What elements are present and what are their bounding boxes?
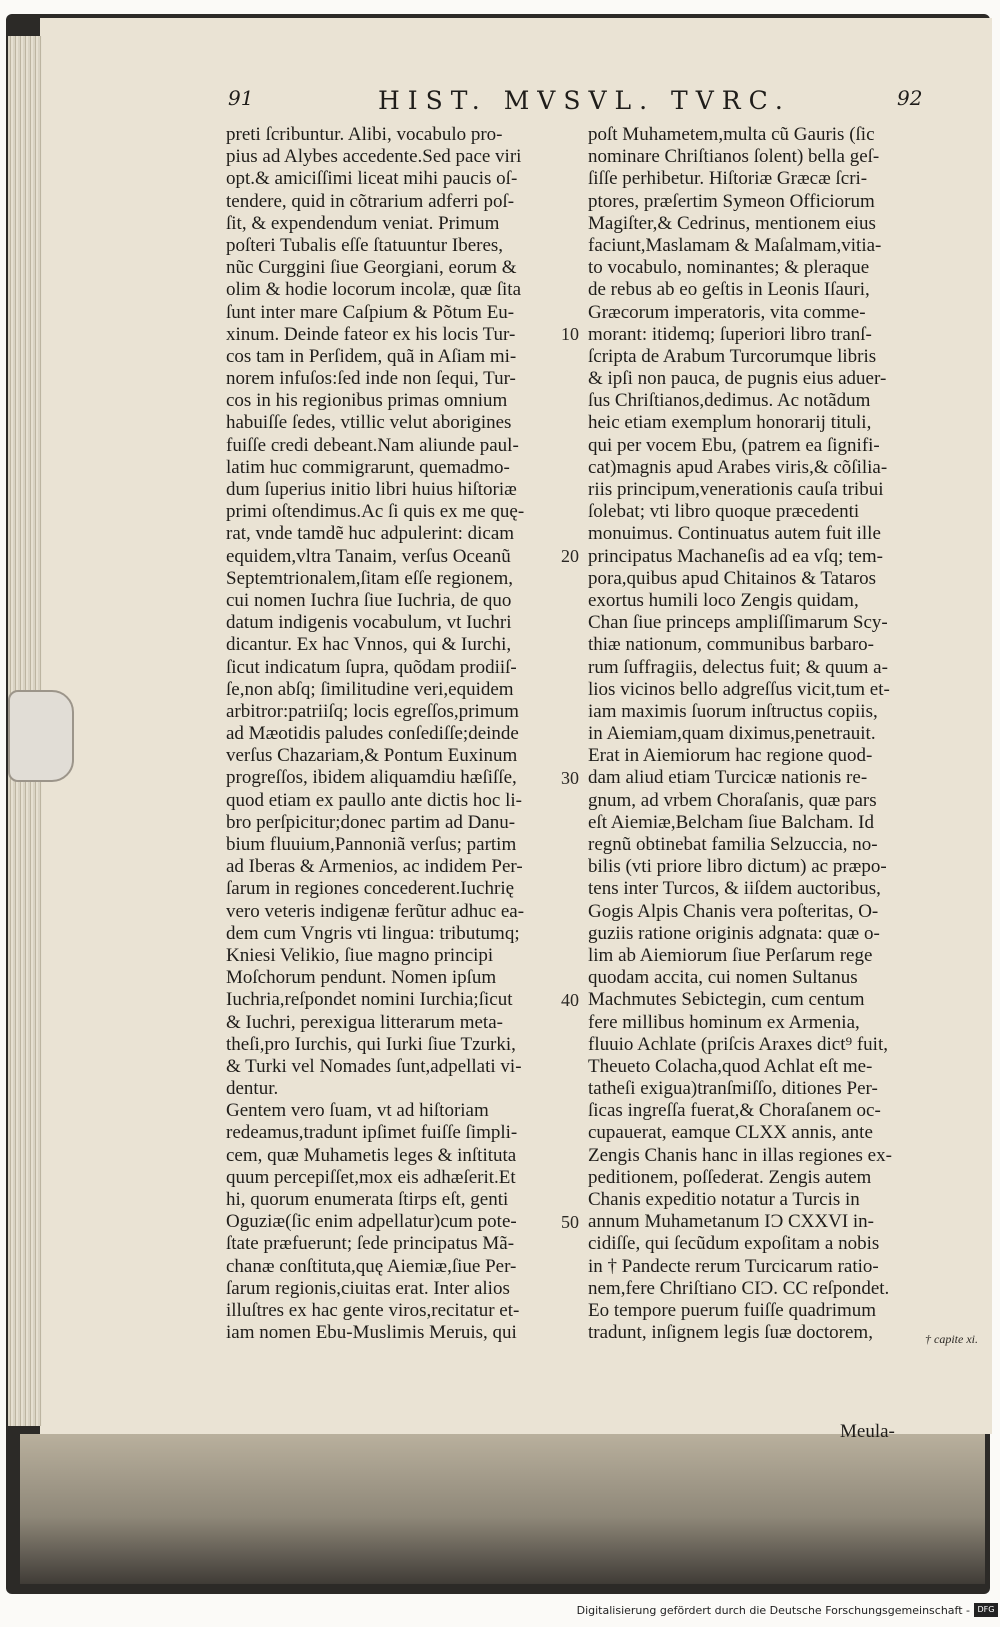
text-line: ſunt inter mare Caſpium & Põtum Eu- bbox=[226, 301, 515, 323]
text-line: de rebus ab eo geſtis in Leonis Iſauri, bbox=[588, 279, 870, 301]
text-line: Theueto Colacha,quod Achlat eſt me- bbox=[588, 1055, 873, 1077]
text-line: dicantur. Ex hac Vnnos, qui & Iurchi, bbox=[226, 634, 512, 656]
text-line: ſicas ingreſſa fuerat,& Choraſanem oc- bbox=[588, 1100, 881, 1122]
text-line: peditionem, poſſederat. Zengis autem bbox=[588, 1166, 872, 1188]
text-line: fere millibus hominum ex Armenia, bbox=[588, 1011, 860, 1033]
text-line: tens inter Turcos, & iiſdem auctoribus, bbox=[588, 878, 881, 900]
text-line: & Turki vel Nomades ſunt,adpellati vi- bbox=[226, 1055, 522, 1077]
text-line: Gentem vero ſuam, vt ad hiſtoriam bbox=[226, 1100, 489, 1122]
text-line: principatus Machaneſis ad ea vſq; tem- bbox=[588, 545, 883, 567]
text-line: tendere, quid in cõtrarium adferri poſ- bbox=[226, 190, 515, 212]
text-line: lim ab Aiemiorum ſiue Perſarum rege bbox=[588, 944, 873, 966]
text-line: rum ſuffragiis, delectus fuit; & quum a- bbox=[588, 656, 888, 678]
text-line: Machmutes Sebictegin, cum centum bbox=[588, 989, 865, 1011]
text-line: to vocabulo, nominantes; & pleraque bbox=[588, 257, 870, 279]
line-number: 10 bbox=[561, 323, 579, 344]
text-line: gnum, ad vrbem Choraſanis, quæ pars bbox=[588, 789, 877, 811]
text-line: Erat in Aiemiorum hac regione quod- bbox=[588, 745, 873, 767]
text-line: cos tam in Perſidem, quã in Aſiam mi- bbox=[226, 345, 517, 367]
text-line: dum ſuperius initio libri huius hiſtoriæ bbox=[226, 479, 517, 500]
text-line: primi oſtendimus.Ac ſi quis ex me quę- bbox=[226, 501, 525, 523]
text-line: ſarum in regiones concederent.Iuchrię bbox=[226, 878, 515, 900]
text-line: progreſſos, ibidem aliquamdiu hæſiſſe, bbox=[226, 767, 517, 789]
text-line: bium fluuium,Pannoniã verſus; partim bbox=[226, 834, 517, 855]
text-line: verſus Chazariam,& Pontum Euxinum bbox=[226, 745, 518, 767]
text-line: thiæ nationum, communibus barbaro- bbox=[588, 634, 875, 656]
paper-clip bbox=[8, 690, 74, 782]
text-line: cupauerat, eamque CLXX annis, ante bbox=[588, 1122, 873, 1144]
text-line: iam nomen Ebu-Muslimis Meruis, qui bbox=[226, 1322, 517, 1344]
text-line: bro perſpicitur;donec partim ad Danu- bbox=[226, 811, 516, 833]
text-line: guziis ratione originis adgnata: quæ o- bbox=[588, 922, 880, 944]
text-line: Oguziæ(ſic enim adpellatur)cum pote- bbox=[226, 1211, 517, 1233]
text-line: & ipſi non pauca, de pugnis eius aduer- bbox=[588, 368, 887, 390]
text-line: cem, quæ Muhametis leges & inſtituta bbox=[226, 1144, 517, 1166]
catchword: Meula- bbox=[840, 1421, 895, 1442]
text-line: nem,fere Chriſtiano CIƆ. CC reſpondet. bbox=[588, 1277, 890, 1299]
text-line: hi, quorum enumerata ſtirps eſt, genti bbox=[226, 1189, 509, 1210]
digitization-credit-bar bbox=[0, 1600, 1000, 1627]
text-line: in † Pandecte rerum Turcicarum ratio- bbox=[588, 1255, 879, 1277]
text-line: ſus Chriſtianos,dedimus. Ac notãdum bbox=[588, 390, 871, 412]
text-line: ad Mæotidis paludes conſediſſe;deinde bbox=[226, 723, 519, 745]
text-line: ſit, & expendendum veniat. Primum bbox=[226, 212, 500, 234]
text-line: lios vicinos bello adgreſſus vicit,tum et- bbox=[588, 678, 890, 700]
text-line: xinum. Deinde fateor ex his locis Tur- bbox=[226, 323, 516, 345]
text-line: riis principum,venerationis cauſa tribui bbox=[588, 479, 884, 500]
text-line: datum indigenis vocabulum, vt Iuchri bbox=[226, 612, 512, 634]
line-number: 20 bbox=[561, 545, 579, 566]
text-line: cat)magnis apud Arabes viris,& cõſilia- bbox=[588, 456, 888, 478]
text-line: ad Iberas & Armenios, ac indidem Per- bbox=[226, 856, 523, 878]
text-line: norem infuſos:ſed inde non ſequi, Tur- bbox=[226, 368, 516, 390]
text-line: equidem,vltra Tanaim, verſus Oceanũ bbox=[226, 545, 511, 567]
text-line: in Aiemiam,quam diximus,penetrauit. bbox=[588, 723, 876, 745]
line-number: 50 bbox=[561, 1211, 579, 1232]
text-line: bilis (vti priore libro dictum) ac præpo- bbox=[588, 856, 887, 878]
text-line: eſt Aiemiæ,Belcham ſiue Balcham. Id bbox=[588, 811, 874, 833]
text-line: ſolebat; vti libro quoque præcedenti bbox=[588, 501, 860, 523]
text-line: quod etiam ex paullo ante dictis hoc li- bbox=[226, 789, 523, 811]
text-line: cidiſſe, qui ſecũdum expoſitam a nobis bbox=[588, 1233, 880, 1255]
text-line: & Iuchri, perexigua litterarum meta- bbox=[226, 1011, 503, 1033]
text-line: annum Muhametanum IƆ CXXVI in- bbox=[588, 1211, 875, 1233]
folio-number-left: 91 bbox=[228, 86, 254, 110]
text-line: habuiſſe ſedes, vtillic velut aborigines bbox=[226, 412, 512, 434]
text-line: opt.& amiciſſimi liceat mihi paucis oſ- bbox=[226, 168, 518, 190]
text-line: theſi,pro Iurchis, qui Iurki ſiue Tzurki, bbox=[226, 1033, 516, 1055]
text-line: chanæ conſtituta,quę Aiemiæ,ſiue Per- bbox=[226, 1255, 517, 1277]
text-line: ſe,non abſq; ſimilitudine veri,equidem bbox=[226, 678, 514, 700]
text-line: qui per vocem Ebu, (patrem ea ſignifi- bbox=[588, 434, 880, 456]
text-line: Gogis Alpis Chanis vera poſteritas, O- bbox=[588, 900, 879, 922]
text-line: nominare Chriſtianos ſolent) bella geſ- bbox=[588, 146, 880, 168]
text-line: dentur. bbox=[226, 1078, 279, 1100]
text-line: Eo tempore puerum fuiſſe quadrimum bbox=[588, 1299, 877, 1321]
text-line: Iuchria,reſpondet nomini Iurchia;ſicut bbox=[226, 989, 513, 1011]
text-line: ſtate præfuerunt; ſede principatus Mã- bbox=[226, 1233, 515, 1255]
text-line: fuiſſe credi debeant.Nam aliunde paul- bbox=[226, 434, 519, 456]
text-line: faciunt,Maslamam & Maſalmam,vitia- bbox=[588, 234, 882, 256]
text-line: fluuio Achlate (priſcis Araxes dict⁹ fuit, bbox=[588, 1033, 888, 1055]
text-line: cui nomen Iuchra ſiue Iuchria, de quo bbox=[226, 589, 512, 611]
text-line: quum percepiſſet,mox eis adhæſerit.Et bbox=[226, 1166, 516, 1188]
text-line: olim & hodie locorum incolæ, quæ ſita bbox=[226, 279, 522, 301]
text-line: heic etiam exemplum honorarij tituli, bbox=[588, 412, 872, 434]
running-head: HIST. MVSVL. TVRC. bbox=[378, 86, 791, 115]
text-line: pora,quibus apud Chitainos & Tataros bbox=[588, 567, 877, 589]
text-line: poſteri Tubalis eſſe ſtatuuntur Iberes, bbox=[226, 234, 504, 256]
text-line: nũc Curggini ſiue Georgiani, eorum & bbox=[226, 257, 517, 279]
text-line: ſiſſe perhibetur. Hiſtoriæ Græcæ ſcri- bbox=[588, 168, 868, 190]
text-line: dem cum Vngris vti lingua: tributumq; bbox=[226, 922, 520, 944]
text-line: arbitror:patriiſq; locis egreſſos,primum bbox=[226, 700, 519, 722]
text-line: ptores, præſertim Symeon Officiorum bbox=[588, 190, 875, 212]
text-line: ſicut indicatum ſupra, quõdam prodiiſ- bbox=[226, 656, 517, 678]
text-line: ſarum regionis,ciuitas erat. Inter alios bbox=[226, 1277, 510, 1299]
right-text-column bbox=[588, 124, 923, 1344]
text-line: preti ſcribuntur. Alibi, vocabulo pro- bbox=[226, 124, 503, 145]
text-line: Chanis expeditio notatur a Turcis in bbox=[588, 1189, 860, 1210]
text-line: regnũ obtinebat familia Selzuccia, no- bbox=[588, 834, 878, 855]
text-line: Chan ſiue princeps ampliſſimarum Scy- bbox=[588, 612, 888, 634]
dfg-logo: DFG bbox=[974, 1603, 998, 1617]
text-line: Septemtrionalem,ſitam eſſe regionem, bbox=[226, 567, 514, 589]
text-line: Zengis Chanis hanc in illas regiones ex- bbox=[588, 1144, 892, 1166]
text-line: tatheſi exigua)tranſmiſſo, ditiones Per- bbox=[588, 1078, 878, 1100]
text-line: Moſchorum pendunt. Nomen ipſum bbox=[226, 967, 497, 989]
text-line: rat, vnde tamdẽ huc adpulerint: dicam bbox=[226, 523, 515, 545]
line-number: 40 bbox=[561, 989, 579, 1010]
marginal-note: † capite xi. bbox=[925, 1332, 978, 1346]
text-line: morant: itidemq; ſuperiori libro tranſ- bbox=[588, 323, 872, 345]
folio-number-right: 92 bbox=[897, 86, 923, 110]
text-line: illuſtres ex hac gente viros,recitatur et- bbox=[226, 1299, 520, 1321]
text-line: Kniesi Velikio, ſiue magno principi bbox=[226, 944, 494, 966]
text-line: exortus humili loco Zengis quidam, bbox=[588, 589, 859, 611]
credit-text: Digitalisierung gefördert durch die Deutsche Forschungsgemeinschaft - bbox=[576, 1604, 970, 1617]
text-line: dam aliud etiam Turcicæ nationis re- bbox=[588, 767, 868, 789]
text-line: iam maximis ſuorum inſtructus copiis, bbox=[588, 700, 878, 722]
page-bottom-edge bbox=[20, 1434, 985, 1584]
text-line: ſcripta de Arabum Turcorumque libris bbox=[588, 345, 877, 367]
left-text-column bbox=[226, 124, 551, 1344]
line-number: 30 bbox=[561, 767, 579, 788]
text-line: vero veteris indigenæ ferũtur adhuc ea- bbox=[226, 900, 525, 922]
text-line: Magiſter,& Cedrinus, mentionem eius bbox=[588, 212, 876, 234]
text-line: poſt Muhametem,multa cũ Gauris (ſic bbox=[588, 124, 875, 145]
text-line: monuimus. Continuatus autem fuit ille bbox=[588, 523, 881, 545]
text-line: cos in his regionibus primas omnium bbox=[226, 390, 508, 412]
text-line: redeamus,tradunt ipſimet fuiſſe ſimpli- bbox=[226, 1122, 518, 1144]
text-line: pius ad Alybes accedente.Sed pace viri bbox=[226, 146, 522, 168]
text-line: latim huc commigrarunt, quemadmo- bbox=[226, 456, 510, 478]
text-line: tradunt, inſignem legis ſuæ doctorem, bbox=[588, 1322, 873, 1344]
text-line: Græcorum imperatoris, vita comme- bbox=[588, 301, 866, 323]
text-line: quodam accita, cui nomen Sultanus bbox=[588, 967, 858, 989]
